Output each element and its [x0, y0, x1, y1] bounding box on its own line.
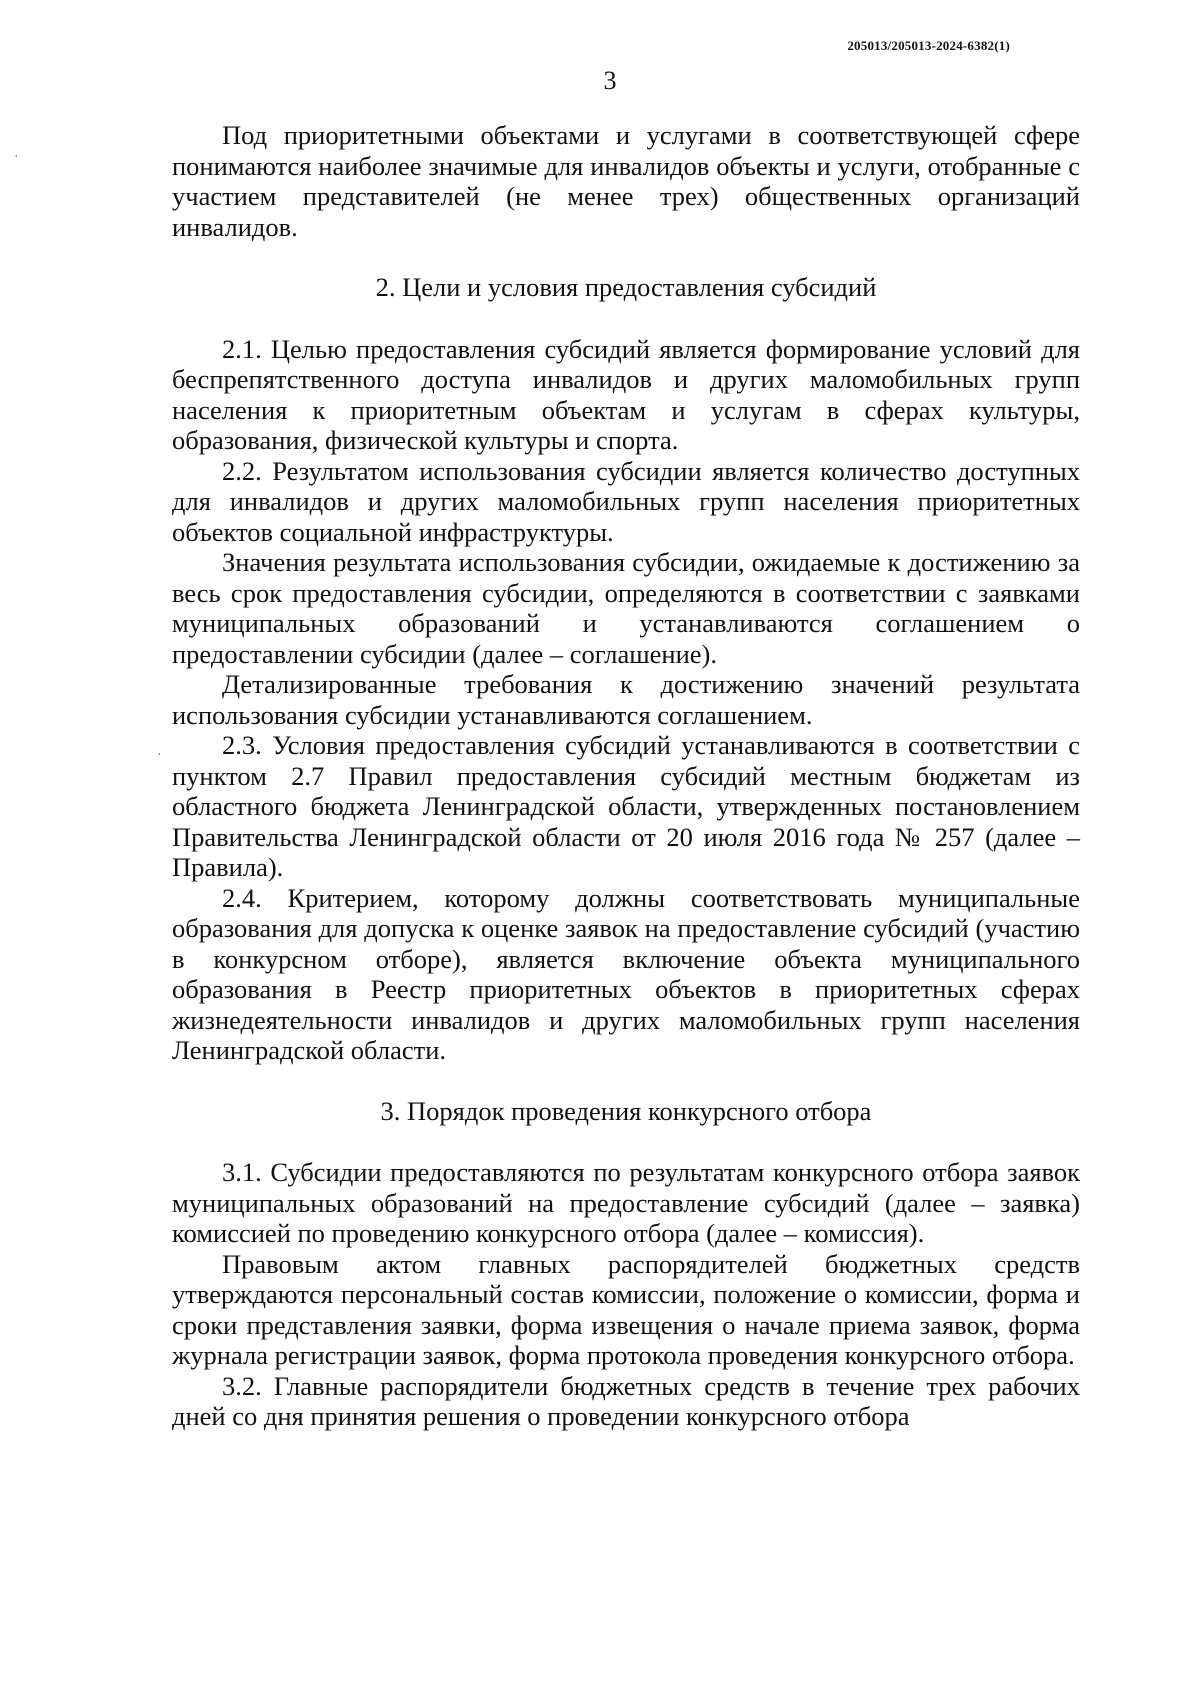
scan-mark: · — [14, 150, 19, 165]
section-heading: 3. Порядок проведения конкурсного отбора — [380, 1095, 872, 1126]
page-number: 3 — [603, 66, 617, 95]
paragraph: Правовым актом главных распорядителей бюджетных средств утверждаются персональный состав комиссии, положение о комиссии, форма и сроки представления заявки, форма извещения о начале приема заявок, форма журнала регистрации заявок, форма протокола проведения конкурсного отбора. — [172, 1248, 1080, 1370]
paragraph: 2.2. Результатом использования субсидии является количество доступных для инвалидов и других маломобильных групп населения приоритетных объектов социальной инфраструктуры. — [172, 455, 1080, 547]
paragraph: Под приоритетными объектами и услугами в соответствующей сфере понимаются наиболее значимые для инвалидов объекты и услуги, отобранные с участием представителей (не менее трех) общественных организаций инвалидов. — [172, 120, 1080, 242]
paragraph: 3.1. Субсидии предоставляются по результатам конкурсного отбора заявок муниципальных образований на предоставление субсидий (далее – заявка) комиссией по проведению конкурсного отбора (далее – комиссия). — [172, 1157, 1080, 1248]
section-heading: 2. Цели и условия предоставления субсидий — [375, 272, 877, 302]
paragraph: 2.1. Целью предоставления субсидий является формирование условий для беспрепятственного доступа инвалидов и других маломобильных групп населения к приоритетным объектам и услугам в сферах культуры, образования, физической культуры и спорта. — [172, 333, 1080, 455]
document-body — [172, 120, 1080, 1432]
paragraph: Детализированные требования к достижению значений результата использования субсидии устанавливаются соглашением. — [172, 669, 1080, 730]
paragraph: 3.2. Главные распорядители бюджетных средств в течение трех рабочих дней со дня принятия решения о проведении конкурсного отбора — [172, 1370, 1080, 1431]
paragraph: 2.3. Условия предоставления субсидий устанавливаются в соответствии с пунктом 2.7 Правил предоставления субсидий местным бюджетам из областного бюджета Ленинградской области, утвержденных постановлением Правительства Ленинградской области от 20 июля 2016 года № 257 (далее – Правила). — [172, 730, 1080, 882]
scan-mark: · — [157, 748, 162, 763]
document-id: 205013/205013-2024-6382(1) — [847, 38, 1010, 53]
paragraph: Значения результата использования субсидии, ожидаемые к достижению за весь срок предоставления субсидии, определяются в соответствии с заявками муниципальных образований и устанавливаются соглашением о предоставлении субсидии (далее – соглашение). — [172, 547, 1080, 669]
paragraph: 2.4. Критерием, которому должны соответствовать муниципальные образования для допуска к оценке заявок на предоставление субсидий (участию в конкурсном отборе), является включение объекта муниципального образования в Реестр приоритетных объектов в приоритетных сферах жизнедеятельности инвалидов и других маломобильных групп населения Ленинградской области. — [172, 882, 1080, 1065]
